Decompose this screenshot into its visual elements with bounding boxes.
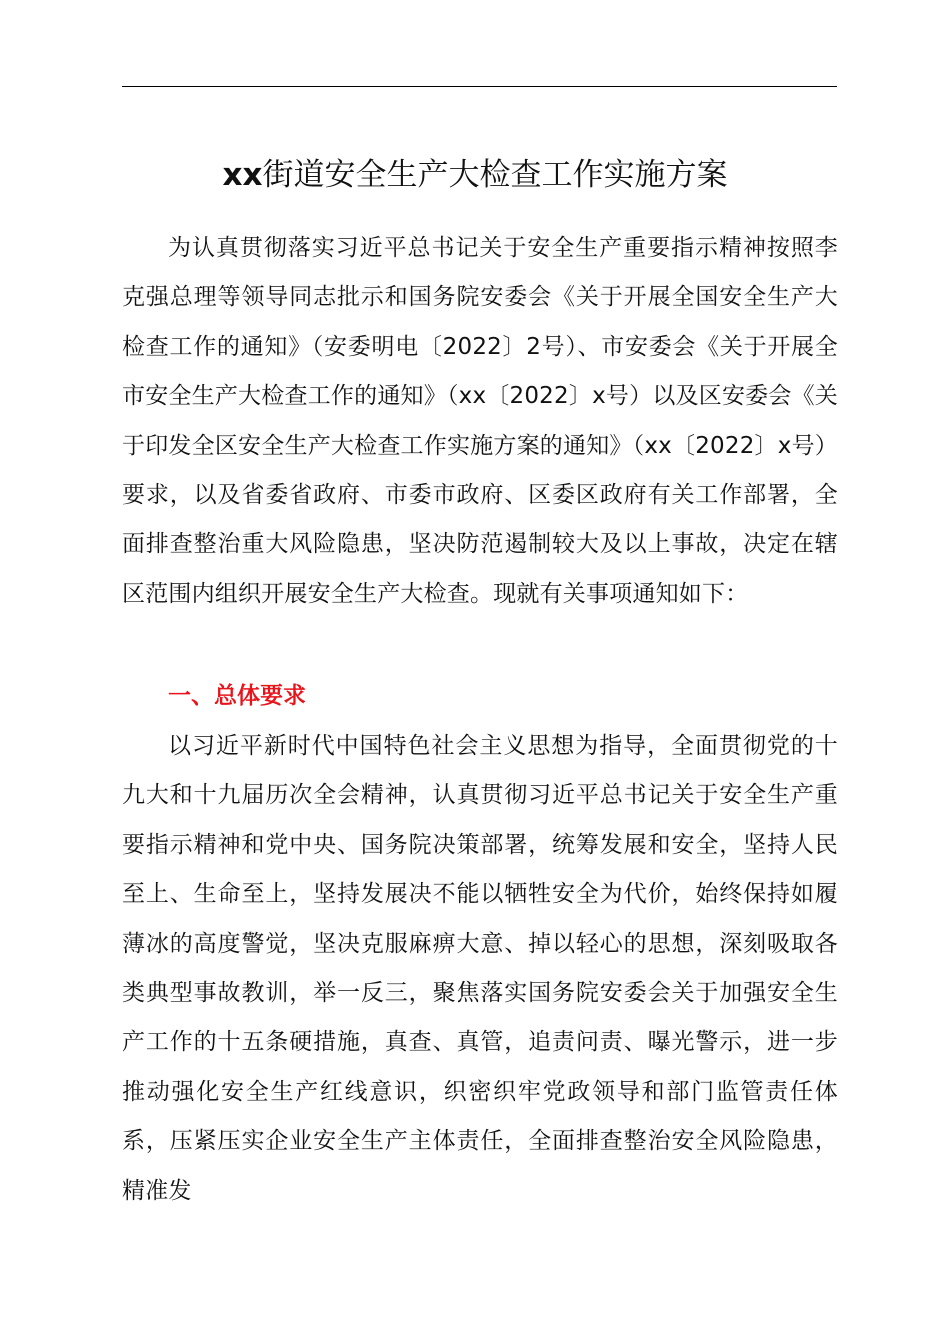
page-title bbox=[0, 150, 950, 200]
title-main: 街道安全生产大检查工作实施方案 bbox=[262, 157, 728, 193]
title-prefix: xx bbox=[222, 157, 263, 193]
section1-paragraph: 以习近平新时代中国特色社会主义思想为指导，全面贯彻党的十九大和十九届历次全会精神，认真贯彻习近平总书记关于安全生产重要指示精神和党中央、国务院决策部署，统筹发展和安全，坚持人民至上、生命至上，坚持发展决不能以牺牲安全为代价，始终保持如履薄冰的高度警觉，坚决克服麻痹大意、掉以轻心的思想，深刻吸取各类典型事故教训，举一反三，聚焦落实国务院安委会关于加强安全生产工作的十五条硬措施，真查、真管，追责问责、曝光警示，进一步推动强化安全生产红线意识，织密织牢党政领导和部门监管责任体系，压紧压实企业安全生产主体责任，全面排查整治安全风险隐患，精准发 bbox=[122, 733, 838, 1204]
header-rule bbox=[122, 86, 837, 87]
intro-paragraph: 为认真贯彻落实习近平总书记关于安全生产重要指示精神按照李克强总理等领导同志批示和国务院安委会《关于开展全国安全生产大检查工作的通知》（安委明电〔2022〕2号）、市安委会《关于开展全市安全生产大检查工作的通知》（xx〔2022〕x号）以及区安委会《关于印发全区安全生产大检查工作实施方案的通知》（xx〔2022〕x号）要求，以及省委省政府、市委市政府、区委区政府有关工作部署，全面排查整治重大风险隐患，坚决防范遏制较大及以上事故，决定在辖区范围内组织开展安全生产大检查。现就有关事项通知如下： bbox=[122, 235, 838, 607]
section-heading-general-requirements: 一、总体要求 bbox=[168, 683, 306, 709]
